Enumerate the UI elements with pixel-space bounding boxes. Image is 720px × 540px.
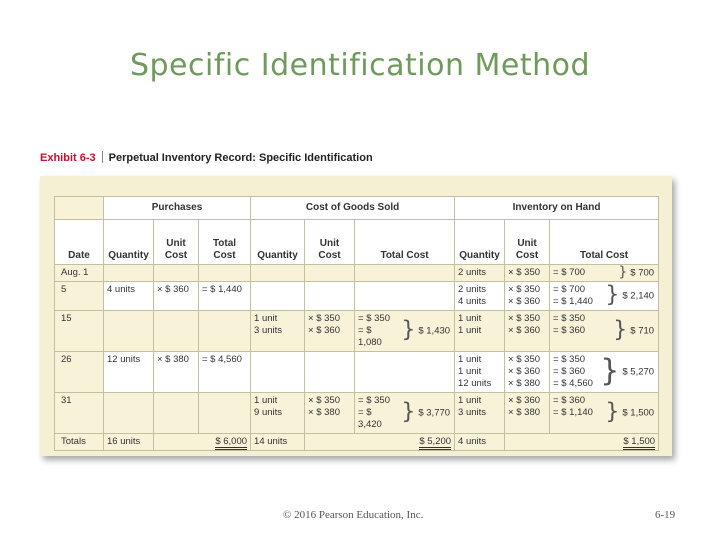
- inv-total-subtotal: [613, 317, 655, 343]
- inv-qty-line: 12 units: [458, 378, 492, 389]
- cogs-total-line: = $ 350: [358, 395, 390, 406]
- cogs-unit: [305, 352, 355, 393]
- totals-label: Totals: [55, 434, 104, 451]
- inv-unit-line: × $ 350: [508, 267, 541, 278]
- inv-total-subtotal-value: $ 710: [630, 325, 655, 337]
- col-header-purchase-unit: Unit Cost: [154, 220, 199, 265]
- inv-qty-line: 3 units: [458, 407, 487, 418]
- cogs-qty: [251, 265, 305, 282]
- inv-total-line: = $ 700: [553, 284, 586, 295]
- inv-unit-line: × $ 360: [508, 296, 541, 307]
- totals-row: [55, 434, 659, 451]
- inv-qty-line: 1 unit: [458, 395, 482, 406]
- cogs-qty-line: 3 units: [254, 325, 283, 336]
- inv-total-line: = $ 1,140: [553, 407, 593, 418]
- purchase-qty: [104, 265, 154, 282]
- brace-mark: }: [605, 399, 620, 425]
- cogs-total-subtotal: [401, 399, 451, 425]
- cogs-qty: [251, 282, 305, 311]
- brace-mark: }: [605, 282, 620, 308]
- purchase-unit: [154, 311, 199, 352]
- inv-unit-line: × $ 360: [508, 366, 541, 377]
- inv-qty: [455, 282, 505, 311]
- copyright-footer: © 2016 Pearson Education, Inc.: [283, 509, 424, 521]
- inv-total-subtotal: [605, 282, 655, 308]
- cogs-total-line: = $ 1,080: [358, 325, 382, 348]
- inventory-record-table: [54, 196, 659, 451]
- group-header-row: [55, 197, 659, 220]
- inv-qty-line: 1 unit: [458, 354, 482, 365]
- inv-unit-line: × $ 350: [508, 284, 541, 295]
- purchase-total: [199, 265, 251, 282]
- row-date: 5: [55, 282, 104, 311]
- cogs-qty-line: 1 unit: [254, 395, 278, 406]
- cogs-total: [355, 393, 455, 434]
- purchase-total: [199, 311, 251, 352]
- inv-qty: [455, 265, 505, 282]
- table-row: [55, 282, 659, 311]
- table-row: [55, 352, 659, 393]
- inv-total-subtotal: [605, 399, 655, 425]
- inv-qty-line: 1 unit: [458, 325, 482, 336]
- inv-total-line: = $ 360: [553, 395, 586, 406]
- column-header-row: [55, 220, 659, 265]
- exhibit-panel: [40, 176, 672, 456]
- inv-unit: [505, 352, 550, 393]
- inv-total-subtotal: [600, 353, 655, 389]
- inv-unit: [505, 282, 550, 311]
- table-row: [55, 265, 659, 282]
- purchase-total: [199, 393, 251, 434]
- cogs-unit: [305, 311, 355, 352]
- cogs-total-line: = $ 3,420: [358, 407, 382, 430]
- cogs-total-subtotal: [401, 317, 451, 343]
- exhibit-name: Perpetual Inventory Record: Specific Identification: [108, 152, 373, 164]
- totals-inv-cell: [505, 434, 659, 451]
- row-date: Aug. 1: [55, 265, 104, 282]
- inv-total-subtotal-value: $ 700: [630, 267, 655, 279]
- group-header-purchases: Purchases: [104, 197, 251, 220]
- inv-qty-line: 2 units: [458, 267, 487, 278]
- inv-total: [550, 311, 659, 352]
- inv-unit-line: × $ 380: [508, 407, 541, 418]
- exhibit-caption: [40, 151, 373, 164]
- brace-mark: }: [618, 264, 628, 281]
- table-row: [55, 393, 659, 434]
- inv-qty: [455, 352, 505, 393]
- col-header-purchase-qty: Quantity: [104, 220, 154, 265]
- inv-total-line: = $ 4,560: [553, 378, 593, 389]
- purchase-qty: [104, 311, 154, 352]
- inv-total-line: = $ 350: [553, 313, 586, 324]
- inv-total-line: = $ 700: [553, 267, 586, 278]
- group-header-inventory: Inventory on Hand: [455, 197, 659, 220]
- inv-total-subtotal-value: $ 1,500: [622, 407, 655, 419]
- totals-inv-qty: 4 units: [455, 434, 505, 451]
- row-date: 15: [55, 311, 104, 352]
- cogs-total-line: = $ 350: [358, 313, 390, 324]
- cogs-unit-line: × $ 350: [308, 395, 340, 406]
- inv-qty-line: 1 unit: [458, 313, 482, 324]
- totals-purchase-cell: [154, 434, 251, 451]
- col-header-date: Date: [55, 220, 104, 265]
- page-number: 6-19: [655, 509, 676, 521]
- brace-mark: }: [613, 317, 628, 343]
- col-header-purchase-total: Total Cost: [199, 220, 251, 265]
- brace-mark: }: [401, 317, 416, 343]
- cogs-unit-line: × $ 350: [308, 313, 340, 324]
- purchase-qty: [104, 393, 154, 434]
- col-header-inv-total: Total Cost: [550, 220, 659, 265]
- table-body: [55, 197, 659, 451]
- purchase-total: = $ 1,440: [199, 282, 251, 311]
- cogs-total-subtotal-value: $ 3,770: [418, 407, 451, 419]
- inv-total-line: = $ 360: [553, 366, 586, 377]
- inv-total: [550, 265, 659, 282]
- purchase-unit: × $ 360: [154, 282, 199, 311]
- cogs-qty: [251, 311, 305, 352]
- cogs-qty: [251, 393, 305, 434]
- caption-divider: [102, 151, 103, 163]
- inv-qty: [455, 311, 505, 352]
- row-date: 26: [55, 352, 104, 393]
- cogs-qty-line: 1 unit: [254, 313, 278, 324]
- purchase-unit: × $ 380: [154, 352, 199, 393]
- inv-unit-line: × $ 360: [508, 395, 541, 406]
- table-row: [55, 311, 659, 352]
- group-header-blank: [55, 197, 104, 220]
- inv-unit-line: × $ 380: [508, 378, 541, 389]
- totals-purchase-qty: 16 units: [104, 434, 154, 451]
- inv-unit-line: × $ 350: [508, 313, 541, 324]
- purchase-qty: 12 units: [104, 352, 154, 393]
- cogs-total: [355, 352, 455, 393]
- col-header-cogs-unit: Unit Cost: [305, 220, 355, 265]
- inv-unit: [505, 265, 550, 282]
- cogs-total: [355, 265, 455, 282]
- inv-total-line: = $ 360: [553, 325, 586, 336]
- purchase-qty: 4 units: [104, 282, 154, 311]
- cogs-total: [355, 282, 455, 311]
- cogs-total: [355, 311, 455, 352]
- col-header-inv-unit: Unit Cost: [505, 220, 550, 265]
- col-header-cogs-qty: Quantity: [251, 220, 305, 265]
- totals-purchase-total: $ 6,000: [215, 436, 247, 450]
- inv-qty: [455, 393, 505, 434]
- cogs-unit-line: × $ 380: [308, 407, 340, 418]
- cogs-unit: [305, 265, 355, 282]
- inv-total-line: = $ 350: [553, 354, 586, 365]
- inv-qty-line: 1 unit: [458, 366, 482, 377]
- totals-cogs-total: $ 5,200: [419, 436, 451, 450]
- brace-mark: }: [600, 353, 620, 389]
- inv-total: [550, 393, 659, 434]
- inv-unit-line: × $ 350: [508, 354, 541, 365]
- cogs-unit: [305, 393, 355, 434]
- cogs-total-subtotal-value: $ 1,430: [418, 325, 451, 337]
- purchase-unit: [154, 393, 199, 434]
- inv-total-subtotal-value: $ 5,270: [622, 366, 655, 378]
- inv-total: [550, 352, 659, 393]
- inv-qty-line: 4 units: [458, 296, 487, 307]
- totals-inv-total: $ 1,500: [623, 436, 655, 450]
- group-header-cogs: Cost of Goods Sold: [251, 197, 455, 220]
- totals-cogs-qty: 14 units: [251, 434, 305, 451]
- totals-cogs-cell: [305, 434, 455, 451]
- inv-total-line: = $ 1,440: [553, 296, 593, 307]
- row-date: 31: [55, 393, 104, 434]
- cogs-qty-line: 9 units: [254, 407, 283, 418]
- inv-total-subtotal: [618, 264, 655, 281]
- inv-unit: [505, 311, 550, 352]
- cogs-unit: [305, 282, 355, 311]
- col-header-inv-qty: Quantity: [455, 220, 505, 265]
- inv-unit-line: × $ 360: [508, 325, 541, 336]
- brace-mark: }: [401, 399, 416, 425]
- cogs-unit-line: × $ 360: [308, 325, 340, 336]
- inv-total: [550, 282, 659, 311]
- inv-total-subtotal-value: $ 2,140: [622, 290, 655, 302]
- inv-qty-line: 2 units: [458, 284, 487, 295]
- col-header-cogs-total: Total Cost: [355, 220, 455, 265]
- inv-unit: [505, 393, 550, 434]
- purchase-unit: [154, 265, 199, 282]
- exhibit-number: Exhibit 6-3: [40, 152, 96, 164]
- slide-title: Specific Identification Method: [129, 48, 591, 83]
- purchase-total: = $ 4,560: [199, 352, 251, 393]
- cogs-qty: [251, 352, 305, 393]
